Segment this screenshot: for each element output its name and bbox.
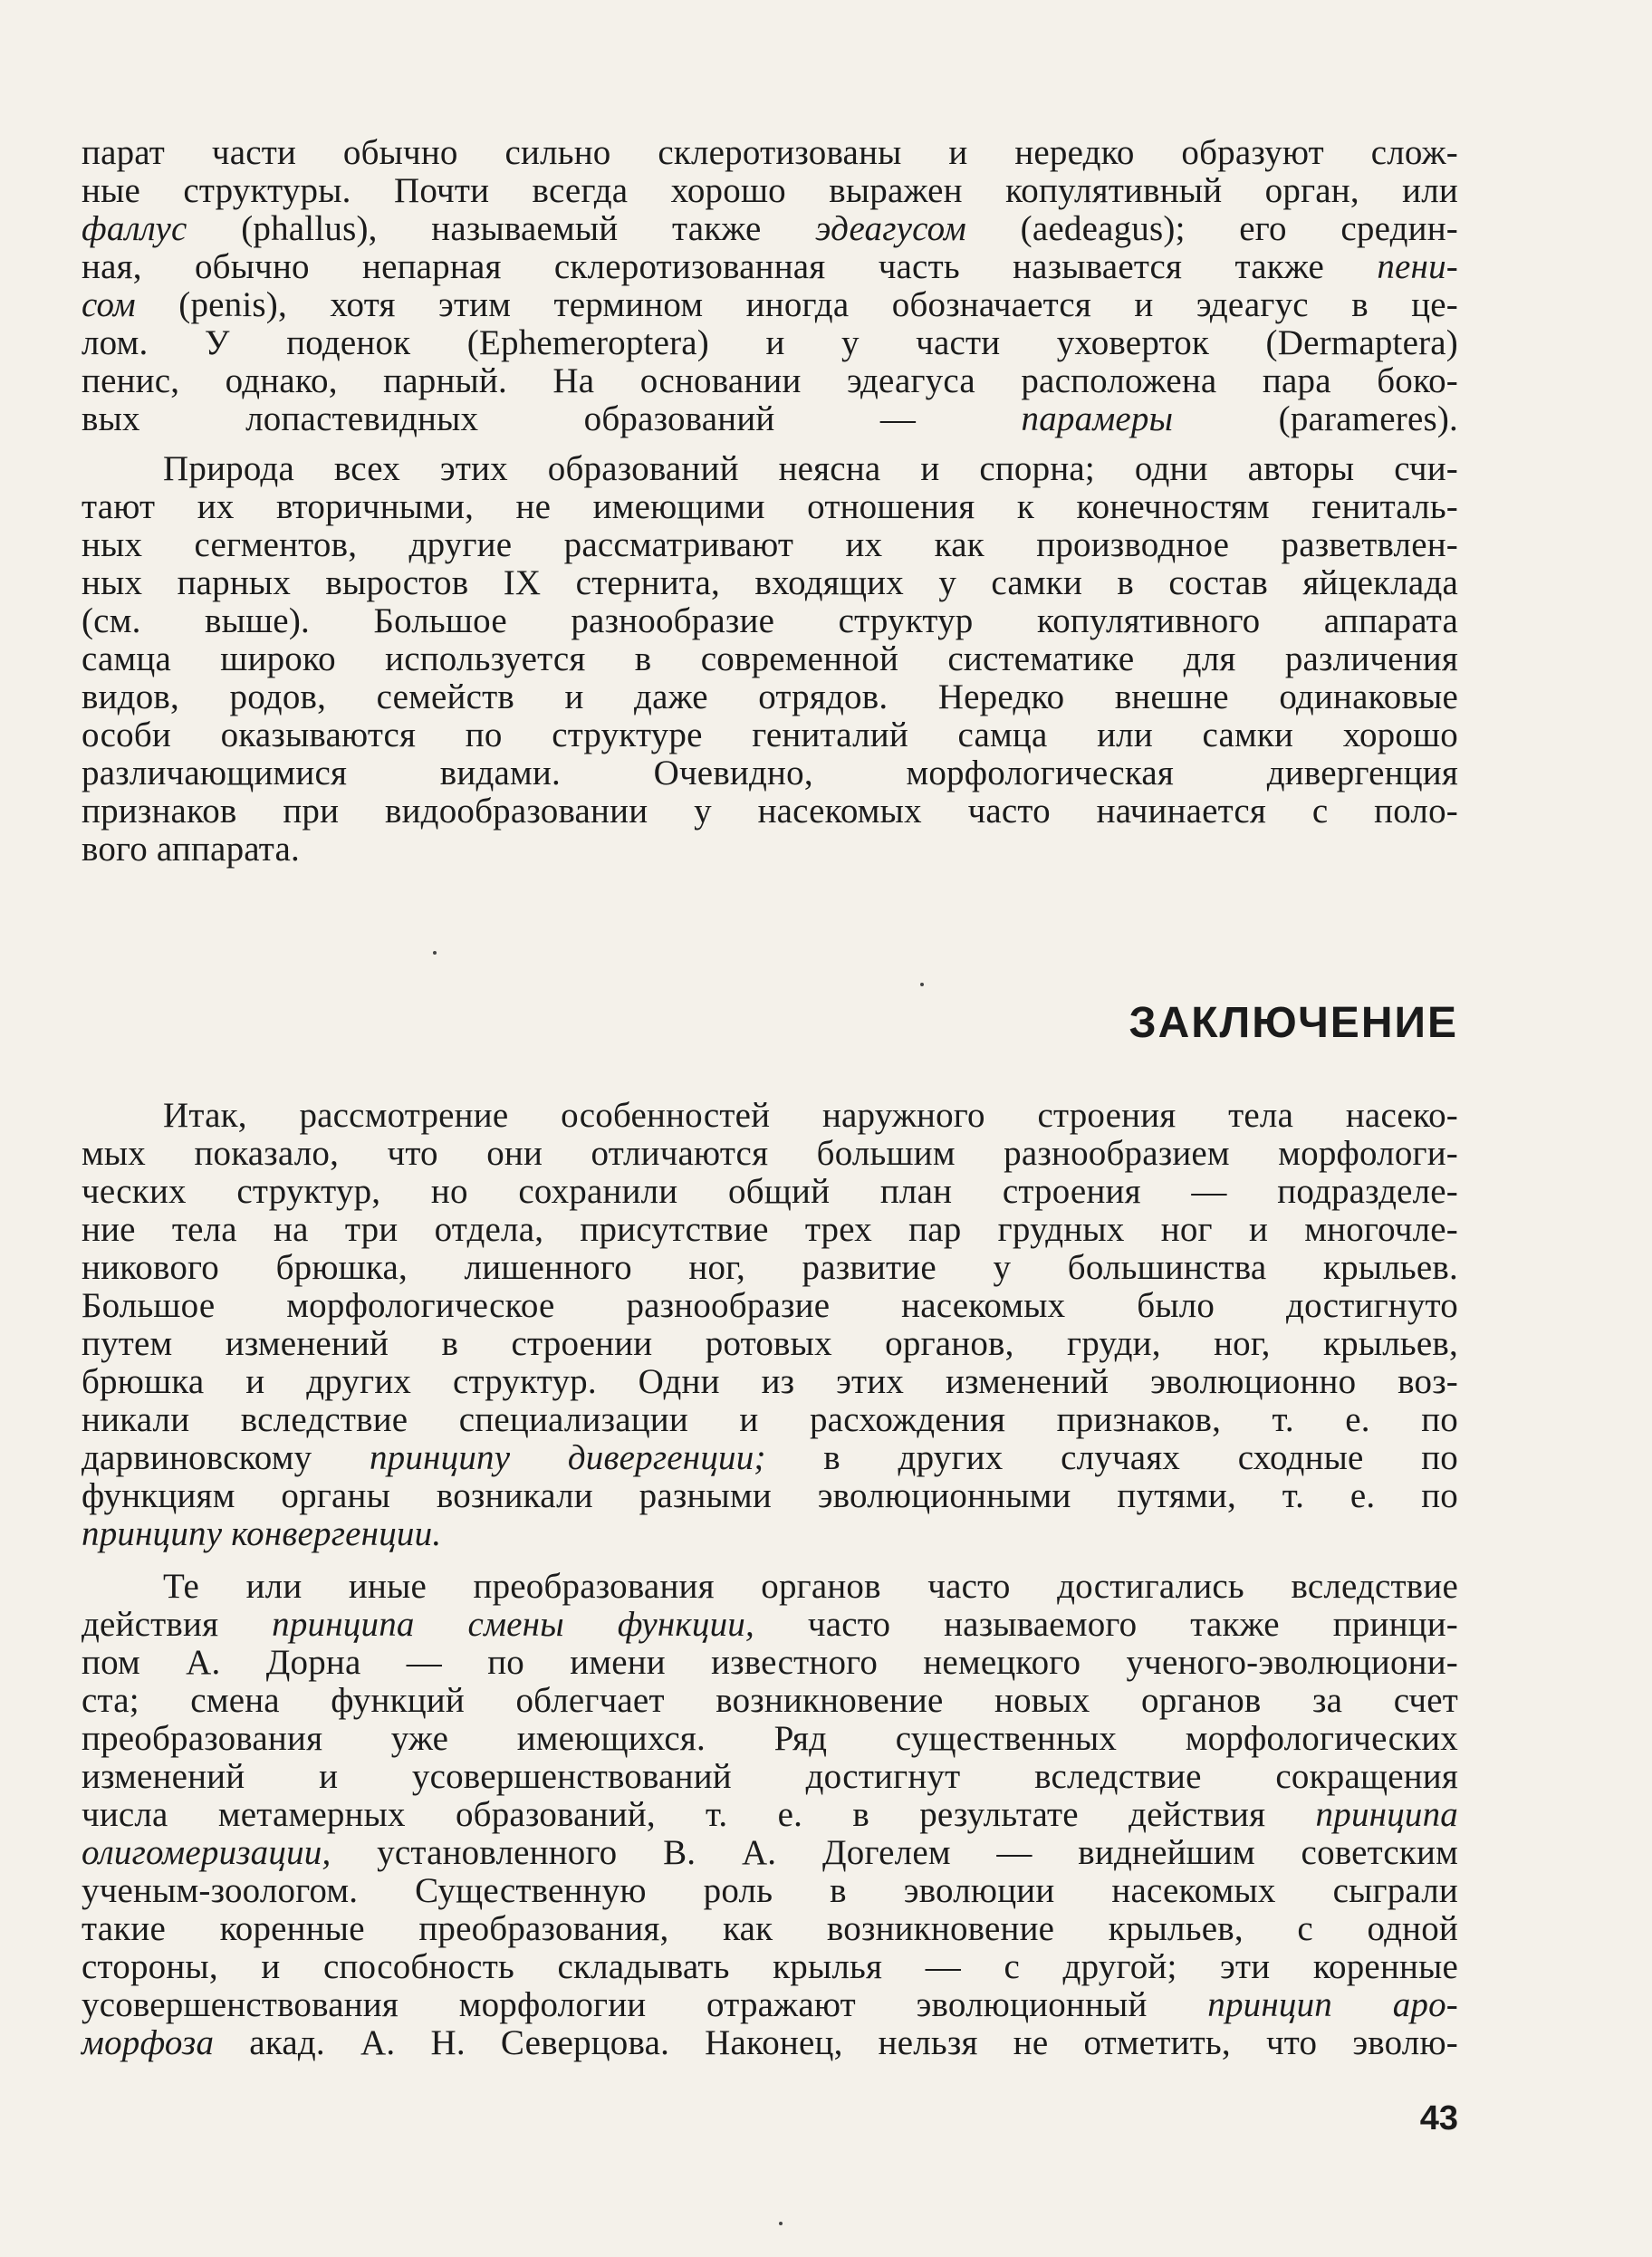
text-run: видов, родов, семейств и даже отрядов. Нередко внешне одинаковые [82, 677, 1458, 716]
text-line [82, 134, 1458, 172]
text-run: парат части обычно сильно склеротизованы и нередко образуют слож- [82, 133, 1458, 172]
text-run: вых лопастевидных образований — [82, 399, 1022, 438]
text-run: ных парных выростов IX стернита, входящих у самки в состав яйцеклада [82, 563, 1458, 602]
text-run: ные структуры. Почти всегда хорошо выражен копулятивный орган, или [82, 171, 1458, 210]
text-line [82, 602, 1458, 640]
text-line [82, 362, 1458, 400]
text-line [82, 1910, 1458, 1948]
text-run: Те или иные преобразования органов часто достигались вследствие [163, 1567, 1458, 1606]
paragraph-3 [82, 1097, 1458, 1553]
italic-term: пени- [1377, 247, 1458, 286]
text-line [82, 792, 1458, 831]
text-line [82, 1515, 1458, 1553]
book-page [82, 0, 1458, 2257]
text-line [82, 210, 1458, 248]
text-line [82, 1325, 1458, 1363]
text-run: (penis), хотя этим термином иногда обозначается и эдеагус в це- [135, 285, 1458, 324]
text-line [82, 716, 1458, 754]
text-line [82, 1986, 1458, 2024]
text-line [82, 1097, 1458, 1135]
text-line [82, 248, 1458, 286]
text-run: признаков при видообразовании у насекомых часто начинается с поло- [82, 792, 1458, 831]
text-line [82, 1758, 1458, 1796]
text-run: числа метамерных образований, т. е. в результате действия [82, 1795, 1316, 1834]
text-run: путем изменений в строении ротовых органов, груди, ног, крыльев, [82, 1324, 1458, 1363]
text-line [82, 1796, 1458, 1834]
text-line [82, 1249, 1458, 1287]
text-run: пенис, однако, парный. На основании эдеагуса расположена пара боко- [82, 361, 1458, 400]
text-run: (phallus), называемый также [187, 209, 816, 248]
text-run: мых показало, что они отличаются большим разнообразием морфологи- [82, 1134, 1458, 1173]
text-run: ученым-зоологом. Существенную роль в эволюции насекомых сыграли [82, 1871, 1458, 1910]
scan-speck [920, 983, 924, 986]
text-run: лом. У поденок (Ephemeroptera) и у части уховерток (Dermaptera) [82, 323, 1458, 362]
text-run: установленного В. А. Догелем — виднейшим советским [331, 1833, 1458, 1872]
text-run: преобразования уже имеющихся. Ряд существенных морфологических [82, 1719, 1458, 1758]
text-run: вого аппарата. [82, 830, 300, 869]
text-run: никового брюшка, лишенного ног, развитие у большинства крыльев. [82, 1248, 1458, 1287]
text-run: стороны, и способность складывать крылья — с другой; эти коренные [82, 1947, 1458, 1986]
text-line [82, 1948, 1458, 1986]
text-line [82, 1211, 1458, 1249]
section-heading: ЗАКЛЮЧЕНИЕ [1129, 999, 1458, 1048]
text-run: такие коренные преобразования, как возникновение крыльев, с одной [82, 1909, 1458, 1948]
italic-term: олигомеризации, [82, 1833, 331, 1872]
paragraph-4 [82, 1568, 1458, 2062]
italic-term: принципу конвергенции. [82, 1514, 442, 1553]
text-line [82, 1606, 1458, 1644]
italic-term: принципа смены функции, [272, 1605, 754, 1644]
italic-term: принцип аро- [1207, 1985, 1458, 2024]
text-run: функциям органы возникали разными эволюционными путями, т. е. по [82, 1476, 1458, 1515]
text-run: Большое морфологическое разнообразие насекомых было достигнуто [82, 1286, 1458, 1325]
text-run: действия [82, 1605, 273, 1644]
text-run: пом А. Дорна — по имени известного немецкого ученого-эволюциони- [82, 1643, 1458, 1682]
text-line [82, 754, 1458, 792]
text-run: (см. выше). Большое разнообразие структур копулятивного аппарата [82, 601, 1458, 640]
text-line [82, 678, 1458, 716]
text-line [82, 450, 1458, 488]
text-line [82, 1135, 1458, 1173]
text-run: акад. А. Н. Северцова. Наконец, нельзя не отметить, что эволю- [214, 2023, 1458, 2062]
paragraph-2 [82, 450, 1458, 869]
italic-term: сом [82, 285, 136, 324]
text-run: брюшка и других структур. Одни из этих изменений эволюционно воз- [82, 1362, 1458, 1401]
italic-term: эдеагусом [815, 209, 966, 248]
text-run: тают их вторичными, не имеющими отношения к конечностям гениталь- [82, 487, 1458, 526]
text-line [82, 831, 1458, 869]
text-line [82, 1439, 1458, 1477]
text-line [82, 172, 1458, 210]
text-run: самца широко используется в современной систематике для различения [82, 639, 1458, 678]
text-line [82, 1834, 1458, 1872]
scan-speck [433, 951, 437, 955]
text-line [82, 1644, 1458, 1682]
text-line [82, 564, 1458, 602]
text-line [82, 324, 1458, 362]
text-line [82, 526, 1458, 564]
text-line [82, 1477, 1458, 1515]
text-run: (aedeagus); его средин- [966, 209, 1458, 248]
text-run: ных сегментов, другие рассматривают их как производное разветвлен- [82, 525, 1458, 564]
italic-term: принципа [1315, 1795, 1458, 1834]
text-run: ная, обычно непарная склеротизованная часть называется также [82, 247, 1378, 286]
page-number: 43 [1419, 2099, 1458, 2137]
text-line [82, 1401, 1458, 1439]
text-run: дарвиновскому [82, 1438, 370, 1477]
text-line [82, 1720, 1458, 1758]
text-line [82, 1682, 1458, 1720]
text-run: Итак, рассмотрение особенностей наружного строения тела насеко- [163, 1096, 1458, 1135]
text-run: изменений и усовершенствований достигнут вследствие сокращения [82, 1757, 1458, 1796]
text-line [82, 1173, 1458, 1211]
text-run: в других случаях сходные по [765, 1438, 1458, 1477]
text-line [82, 1287, 1458, 1325]
text-run: особи оказываются по структуре гениталий самца или самки хорошо [82, 716, 1458, 754]
text-line [82, 2024, 1458, 2062]
text-run: ние тела на три отдела, присутствие трех пар грудных ног и многочле- [82, 1210, 1458, 1249]
text-run: часто называемого также принци- [754, 1605, 1458, 1644]
italic-term: парамеры [1021, 399, 1174, 438]
text-run: ста; смена функций облегчает возникновение новых органов за счет [82, 1681, 1458, 1720]
text-run: (parameres). [1173, 399, 1458, 438]
text-line [82, 1568, 1458, 1606]
text-run: различающимися видами. Очевидно, морфологическая дивергенция [82, 754, 1458, 792]
text-line [82, 400, 1458, 438]
paragraph-1 [82, 134, 1458, 438]
text-run: Природа всех этих образований неясна и спорна; одни авторы счи- [163, 449, 1458, 488]
italic-term: фаллус [82, 209, 187, 248]
italic-term: морфоза [82, 2023, 215, 2062]
text-run: ческих структур, но сохранили общий план строения — подразделе- [82, 1172, 1458, 1211]
scan-speck [779, 2222, 783, 2225]
text-line [82, 488, 1458, 526]
text-line [82, 1363, 1458, 1401]
italic-term: принципу дивергенции; [369, 1438, 766, 1477]
text-line [82, 640, 1458, 678]
text-run: никали вследствие специализации и расхождения признаков, т. е. по [82, 1400, 1458, 1439]
text-line [82, 1872, 1458, 1910]
text-run: усовершенствования морфологии отражают эволюционный [82, 1985, 1208, 2024]
text-line [82, 286, 1458, 324]
